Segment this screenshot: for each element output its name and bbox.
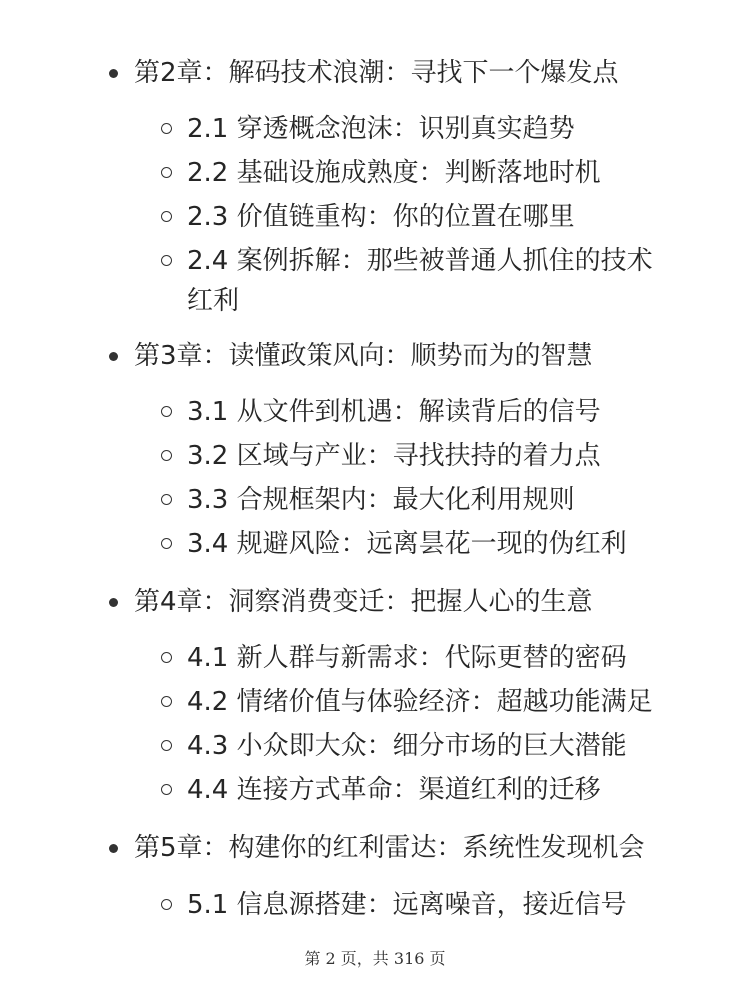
section-4-1: 4.1 新人群与新需求：代际更替的密码 xyxy=(187,638,667,678)
chapter-5-title: 第5章：构建你的红利雷达：系统性发现机会 xyxy=(134,828,694,868)
section-2-1: 2.1 穿透概念泡沫：识别真实趋势 xyxy=(187,109,667,149)
chapter-2-title: 第2章：解码技术浪潮：寻找下一个爆发点 xyxy=(134,53,694,93)
section-2-3: 2.3 价值链重构：你的位置在哪里 xyxy=(187,197,667,237)
section-3-1: 3.1 从文件到机遇：解读背后的信号 xyxy=(187,392,667,432)
section-4-4: 4.4 连接方式革命：渠道红利的迁移 xyxy=(187,770,667,810)
chapter-3-title: 第3章：读懂政策风向：顺势而为的智慧 xyxy=(134,336,694,376)
chapter-4-title: 第4章：洞察消费变迁：把握人心的生意 xyxy=(134,582,694,622)
section-3-4: 3.4 规避风险：远离昙花一现的伪红利 xyxy=(187,524,667,564)
section-4-2: 4.2 情绪价值与体验经济：超越功能满足 xyxy=(187,682,667,722)
section-3-3: 3.3 合规框架内：最大化利用规则 xyxy=(187,480,667,520)
section-5-1: 5.1 信息源搭建：远离噪音，接近信号 xyxy=(187,885,667,925)
section-2-4: 2.4 案例拆解：那些被普通人抓住的技术红利 xyxy=(187,241,667,321)
section-3-2: 3.2 区域与产业：寻找扶持的着力点 xyxy=(187,436,667,476)
page-number-footer: 第 2 页，共 316 页 xyxy=(304,949,446,968)
section-2-2: 2.2 基础设施成熟度：判断落地时机 xyxy=(187,153,667,193)
section-4-3: 4.3 小众即大众：细分市场的巨大潜能 xyxy=(187,726,667,766)
